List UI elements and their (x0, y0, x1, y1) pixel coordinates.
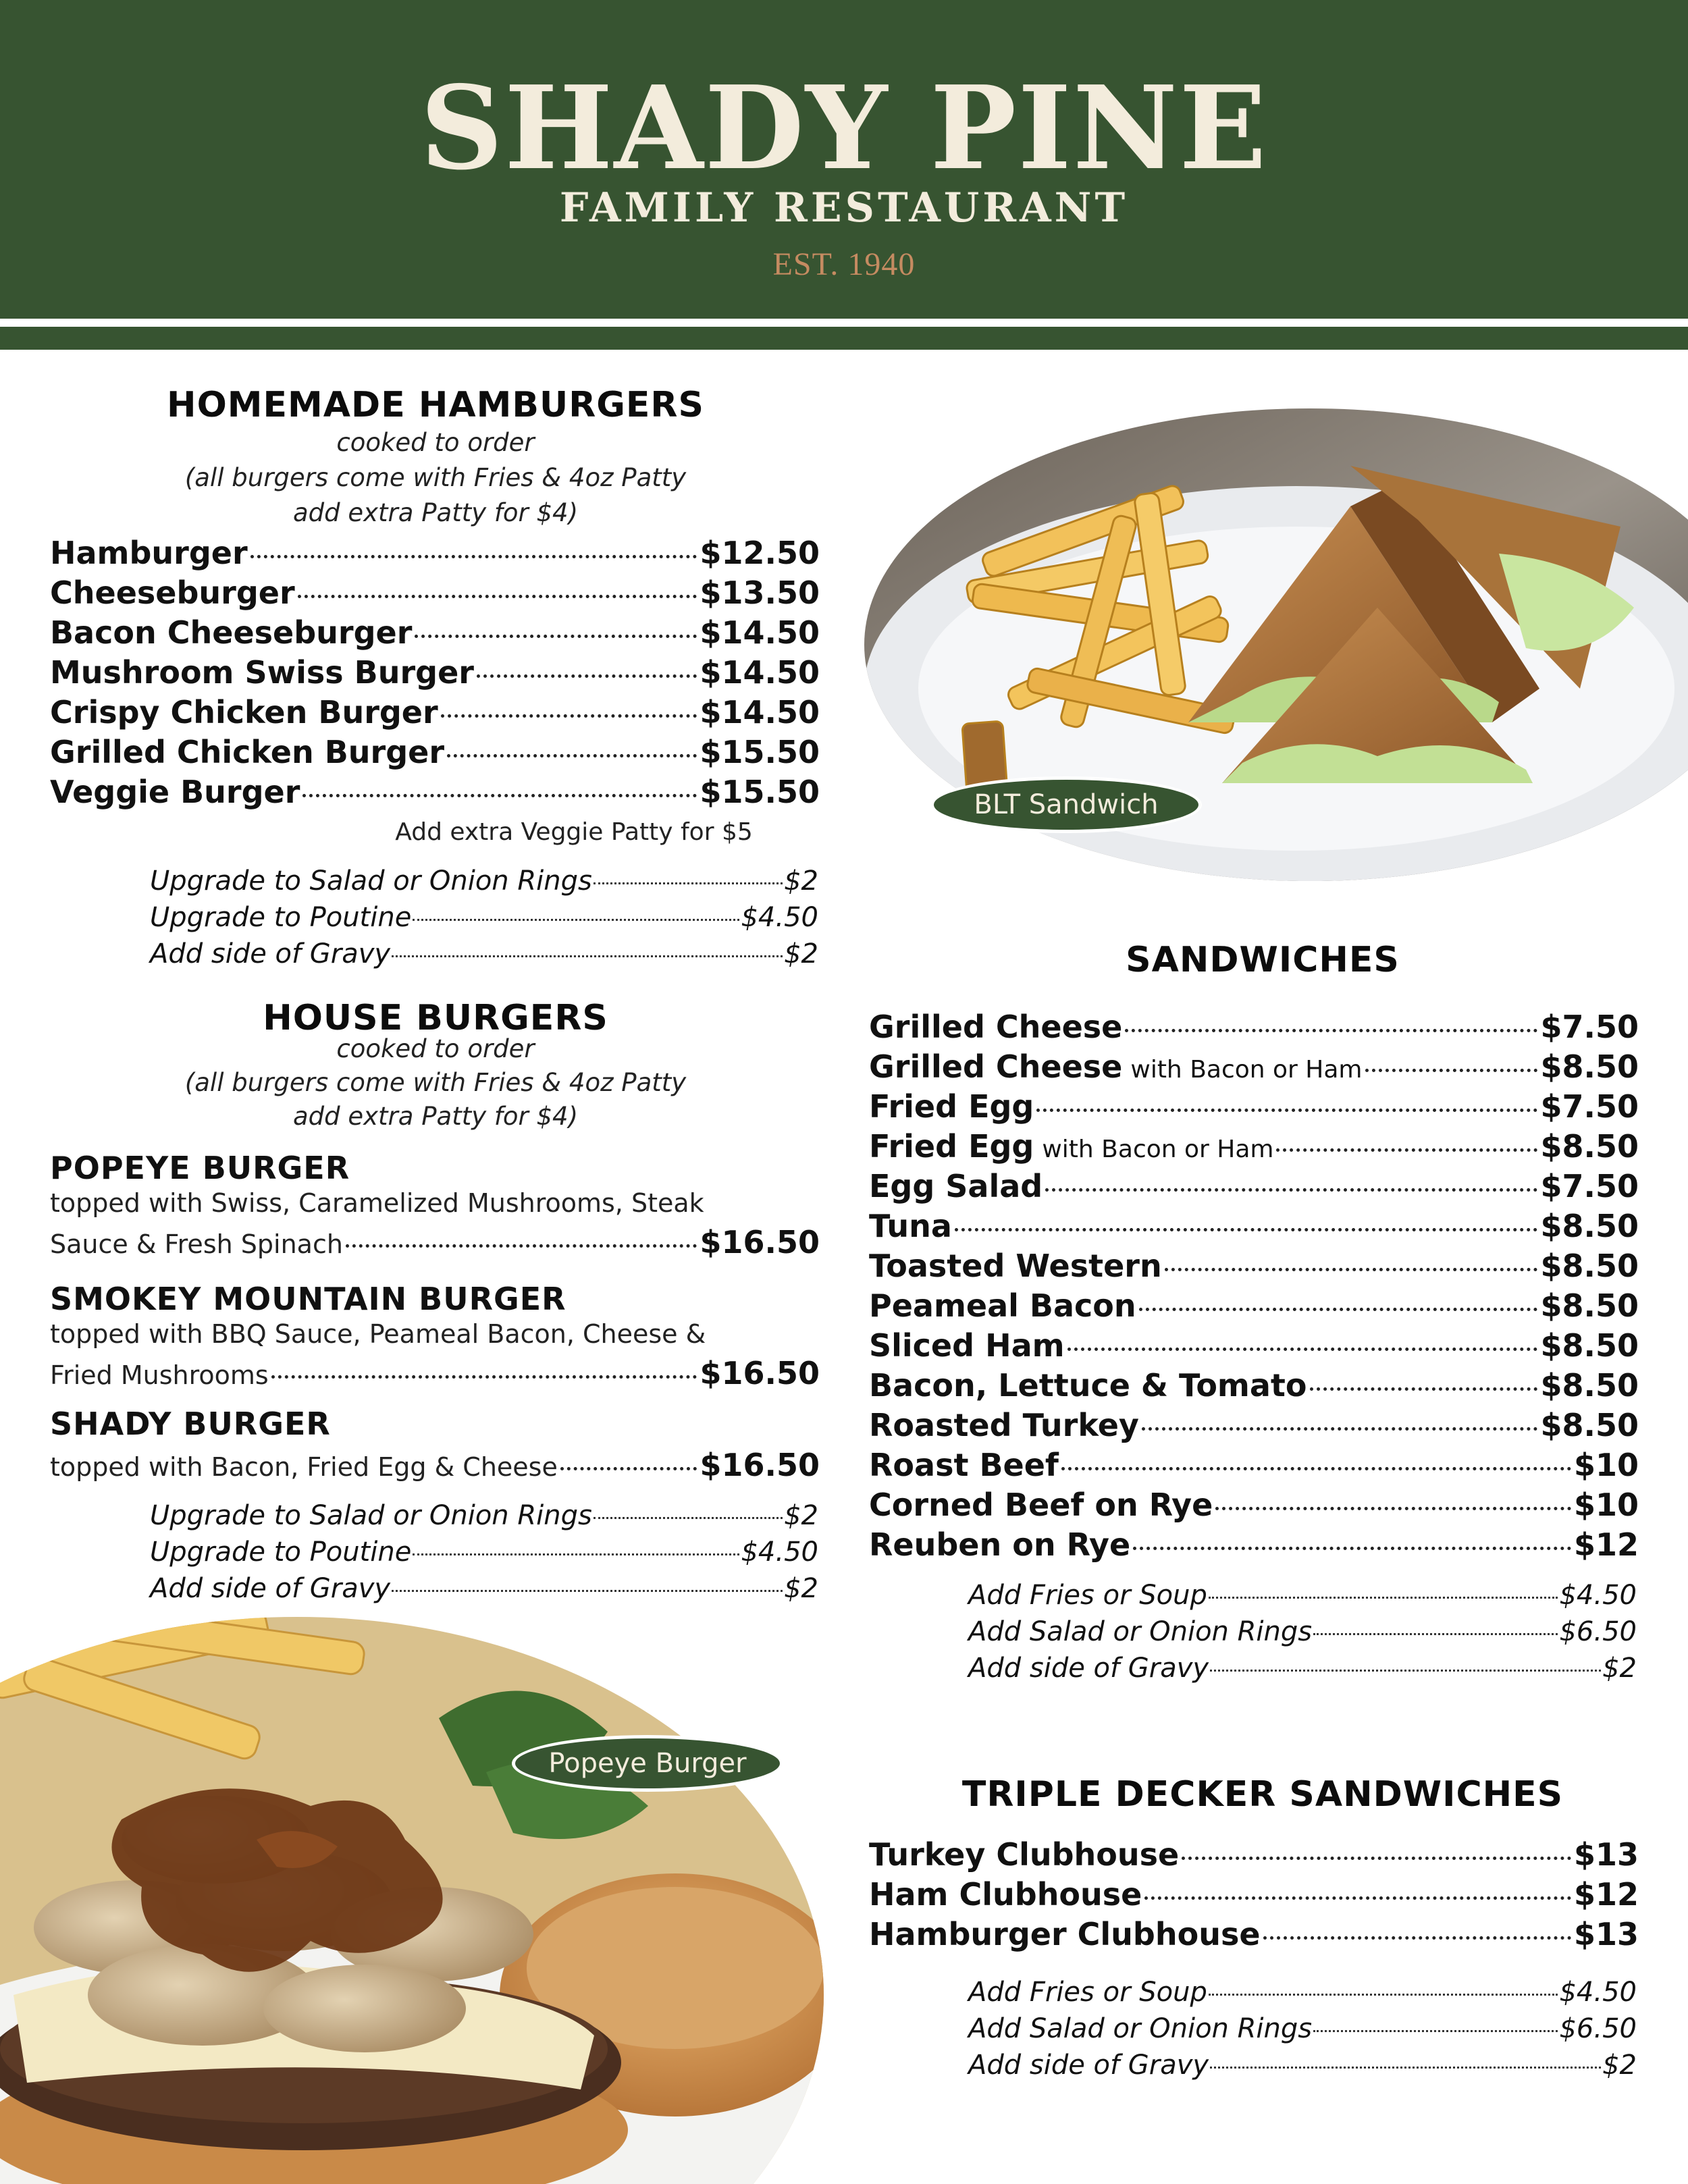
leader-dots (1313, 1633, 1558, 1635)
addon-row (150, 899, 818, 936)
triple-decker-title: TRIPLE DECKER SANDWICHES (961, 1774, 1564, 1815)
house-note-3: add extra Patty for $4) (292, 1102, 579, 1131)
menu-item-reuben-on-rye (869, 1525, 1639, 1564)
item-price: $8.50 (1540, 1327, 1639, 1364)
veggie-patty-note: Add extra Veggie Patty for $5 (395, 818, 753, 846)
addon-price: $2 (784, 1573, 818, 1604)
item-name: Sliced Ham (869, 1327, 1065, 1364)
addon-name: Add Salad or Onion Rings (968, 1616, 1313, 1647)
addon-name: Upgrade to Salad or Onion Rings (150, 865, 592, 897)
leader-dots (1215, 1507, 1571, 1510)
menu-item-roasted-turkey (869, 1406, 1639, 1445)
homemade-note-3: add extra Patty for $4) (292, 498, 579, 527)
menu-item-hamburger-clubhouse (869, 1915, 1639, 1954)
addon-row (150, 1534, 818, 1570)
menu-item-turkey-clubhouse (869, 1835, 1639, 1874)
item-name: Grilled Chicken Burger (50, 734, 445, 770)
leader-dots (392, 955, 783, 957)
leader-dots (1209, 1994, 1558, 1996)
menu-item-bacon-cheeseburger (50, 613, 820, 652)
leader-dots (1133, 1547, 1571, 1550)
leader-dots (594, 1517, 783, 1519)
leader-dots (1067, 1348, 1538, 1351)
popeye-burger-illustration (0, 1617, 824, 2184)
leader-dots (1142, 1427, 1538, 1431)
item-name: Roasted Turkey (869, 1407, 1139, 1443)
addon-price: $4.50 (741, 1537, 818, 1568)
leader-dots (302, 794, 697, 797)
item-price: $14.50 (700, 654, 820, 691)
homemade-note-2: (all burgers come with Fries & 4oz Patty (184, 463, 687, 492)
item-desc: topped with Bacon, Fried Egg & Cheese (50, 1452, 558, 1482)
item-price: $7.50 (1540, 1168, 1639, 1204)
menu-item-grilled-cheese-bacon-ham (869, 1047, 1639, 1090)
item-desc: Fried Mushrooms (50, 1360, 269, 1390)
addon-row (150, 1570, 818, 1607)
item-name: Cheeseburger (50, 575, 295, 611)
leader-dots (1061, 1467, 1571, 1470)
leader-dots (1210, 2067, 1601, 2069)
item-name: Hamburger (50, 535, 248, 571)
item-price: $15.50 (700, 734, 820, 770)
item-name: Grilled Cheese (869, 1009, 1123, 1045)
addon-price: $2 (784, 1500, 818, 1531)
leader-dots (1165, 1268, 1538, 1271)
item-name: Peameal Bacon (869, 1287, 1136, 1324)
homemade-note-1: cooked to order (336, 428, 535, 457)
leader-dots (955, 1228, 1538, 1231)
leader-dots (1313, 2030, 1558, 2032)
item-price: $16.50 (700, 1355, 820, 1391)
item-desc: Sauce & Fresh Spinach (50, 1229, 343, 1259)
homemade-hamburgers-title: HOMEMADE HAMBURGERS (167, 385, 704, 425)
addon-row (968, 1614, 1637, 1650)
menu-item-egg-salad (869, 1167, 1639, 1206)
addon-price: $2 (784, 865, 818, 897)
addon-name: Add side of Gravy (968, 2050, 1209, 2081)
item-price: $10 (1573, 1487, 1639, 1523)
item-name: Grilled Cheese (869, 1048, 1123, 1085)
menu-item-roast-beef (869, 1445, 1639, 1485)
menu-item-veggie-burger (50, 772, 820, 811)
item-name: Roast Beef (869, 1447, 1059, 1483)
popeye-burger-desc: topped with Swiss, Caramelized Mushrooms, Steak (50, 1188, 704, 1218)
leader-dots (1365, 1069, 1538, 1072)
menu-item-blt (869, 1366, 1639, 1405)
item-price: $15.50 (700, 774, 820, 810)
addon-name: Upgrade to Poutine (150, 1537, 412, 1568)
smokey-mountain-burger-name: SMOKEY MOUNTAIN BURGER (50, 1281, 566, 1317)
item-name: Fried Egg (869, 1088, 1034, 1125)
leader-dots (346, 1244, 697, 1248)
house-burgers-title: HOUSE BURGERS (263, 998, 608, 1038)
item-name: Mushroom Swiss Burger (50, 654, 474, 691)
established-year: EST. 1940 (772, 246, 916, 282)
popeye-burger-photo (0, 1617, 824, 2184)
item-price: $14.50 (700, 614, 820, 651)
blt-sandwich-label: BLT Sandwich (930, 776, 1202, 833)
addon-price: $6.50 (1559, 1616, 1637, 1647)
leader-dots (271, 1375, 697, 1379)
menu-item-cheeseburger (50, 573, 820, 612)
item-name: Veggie Burger (50, 774, 300, 810)
item-name: Corned Beef on Rye (869, 1487, 1213, 1523)
item-name: Turkey Clubhouse (869, 1836, 1180, 1873)
item-name: Bacon, Lettuce & Tomato (869, 1367, 1307, 1404)
leader-dots (1045, 1188, 1537, 1192)
addon-name: Add side of Gravy (968, 1653, 1209, 1684)
restaurant-name: SHADY PINE (420, 61, 1268, 196)
leader-dots (1125, 1029, 1537, 1032)
addon-price: $6.50 (1559, 2013, 1637, 2044)
leader-dots (1263, 1936, 1571, 1940)
item-name: Ham Clubhouse (869, 1876, 1142, 1913)
leader-dots (594, 882, 783, 884)
smokey-mountain-burger-desc: topped with BBQ Sauce, Peameal Bacon, Cheese & (50, 1319, 706, 1349)
house-note-1: cooked to order (336, 1034, 535, 1063)
addon-name: Add side of Gravy (150, 1573, 391, 1604)
menu-item-grilled-chicken-burger (50, 733, 820, 772)
header-divider-green (0, 327, 1688, 350)
addon-name: Add Fries or Soup (968, 1977, 1207, 2008)
menu-item-crispy-chicken-burger (50, 693, 820, 732)
item-price: $13 (1573, 1916, 1639, 1952)
item-qualifier: with Bacon or Ham (1042, 1136, 1274, 1163)
item-price: $16.50 (700, 1447, 820, 1483)
item-price: $12.50 (700, 535, 820, 571)
menu-item-toasted-western (869, 1246, 1639, 1285)
addon-name: Add side of Gravy (150, 938, 391, 969)
item-name: Egg Salad (869, 1168, 1043, 1204)
menu-item-grilled-cheese (869, 1007, 1639, 1046)
menu-item-fried-egg (869, 1087, 1639, 1126)
menu-item-peameal-bacon (869, 1286, 1639, 1325)
leader-dots (413, 1553, 739, 1555)
leader-dots (413, 919, 739, 921)
shady-burger-name: SHADY BURGER (50, 1406, 331, 1442)
popeye-burger-name: POPEYE BURGER (50, 1150, 350, 1186)
leader-dots (477, 674, 697, 678)
leader-dots (1036, 1109, 1537, 1112)
item-price: $8.50 (1540, 1128, 1639, 1165)
leader-dots (1144, 1896, 1571, 1900)
item-qualifier: with Bacon or Ham (1130, 1056, 1363, 1084)
menu-item-sliced-ham (869, 1326, 1639, 1365)
leader-dots (560, 1467, 697, 1470)
sandwiches-title: SANDWICHES (1126, 940, 1400, 980)
leader-dots (415, 635, 697, 638)
item-price: $12 (1573, 1876, 1639, 1913)
item-price: $7.50 (1540, 1009, 1639, 1045)
item-name: Toasted Western (869, 1248, 1162, 1284)
addon-row (968, 1577, 1637, 1614)
addon-row (968, 1650, 1637, 1686)
item-price: $13 (1573, 1836, 1639, 1873)
leader-dots (250, 555, 697, 558)
header-divider-white (0, 319, 1688, 327)
item-name: Hamburger Clubhouse (869, 1916, 1261, 1952)
shady-burger-line (50, 1445, 820, 1487)
item-price: $8.50 (1540, 1208, 1639, 1244)
item-name: Fried Egg (869, 1128, 1034, 1165)
leader-dots (1139, 1308, 1538, 1311)
addon-row (968, 1974, 1637, 2010)
item-price: $7.50 (1540, 1088, 1639, 1125)
item-price: $13.50 (700, 575, 820, 611)
item-price: $10 (1573, 1447, 1639, 1483)
menu-item-corned-beef-on-rye (869, 1485, 1639, 1524)
menu-item-hamburger (50, 533, 820, 572)
addon-row (150, 1497, 818, 1534)
leader-dots (441, 714, 697, 718)
menu-item-fried-egg-bacon-ham (869, 1127, 1639, 1169)
addon-price: $4.50 (1559, 1977, 1637, 2008)
item-price: $12 (1573, 1526, 1639, 1563)
smokey-mountain-burger-line (50, 1353, 820, 1395)
addon-name: Add Salad or Onion Rings (968, 2013, 1313, 2044)
item-price: $8.50 (1540, 1407, 1639, 1443)
popeye-burger-label: Popeye Burger (512, 1735, 783, 1792)
addon-row (150, 936, 818, 972)
menu-item-mushroom-swiss-burger (50, 653, 820, 692)
item-name: Tuna (869, 1208, 952, 1244)
addon-name: Upgrade to Salad or Onion Rings (150, 1500, 592, 1531)
menu-item-ham-clubhouse (869, 1875, 1639, 1914)
restaurant-subtitle: FAMILY RESTAURANT (559, 184, 1129, 232)
item-price: $14.50 (700, 694, 820, 730)
item-price: $8.50 (1540, 1287, 1639, 1324)
addon-name: Add Fries or Soup (968, 1580, 1207, 1611)
item-price: $8.50 (1540, 1048, 1639, 1085)
leader-dots (1310, 1387, 1538, 1391)
leader-dots (1210, 1670, 1601, 1672)
addon-row (968, 2047, 1637, 2083)
leader-dots (1209, 1597, 1558, 1599)
addon-price: $4.50 (1559, 1580, 1637, 1611)
addon-price: $2 (784, 938, 818, 969)
item-name: Bacon Cheeseburger (50, 614, 413, 651)
addon-name: Upgrade to Poutine (150, 902, 412, 933)
item-price: $8.50 (1540, 1367, 1639, 1404)
menu-item-tuna (869, 1206, 1639, 1246)
leader-dots (1276, 1148, 1537, 1152)
popeye-burger-line (50, 1222, 820, 1264)
leader-dots (298, 595, 697, 598)
addon-price: $2 (1602, 1653, 1637, 1684)
leader-dots (1182, 1857, 1571, 1860)
leader-dots (447, 754, 697, 757)
item-price: $16.50 (700, 1224, 820, 1260)
item-name: Reuben on Rye (869, 1526, 1131, 1563)
addon-row (968, 2010, 1637, 2047)
house-note-2: (all burgers come with Fries & 4oz Patty (184, 1068, 687, 1097)
leader-dots (392, 1590, 783, 1592)
item-name: Crispy Chicken Burger (50, 694, 438, 730)
addon-price: $2 (1602, 2050, 1637, 2081)
addon-price: $4.50 (741, 902, 818, 933)
addon-row (150, 863, 818, 899)
item-price: $8.50 (1540, 1248, 1639, 1284)
